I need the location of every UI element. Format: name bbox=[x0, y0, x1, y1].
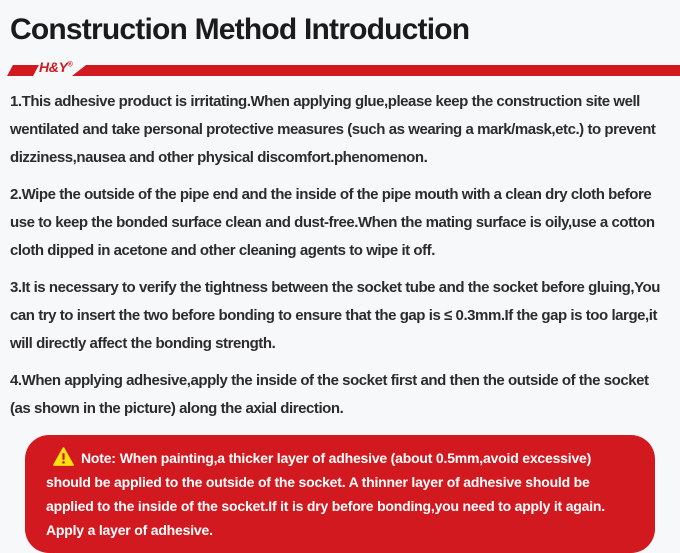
brand-logo bbox=[0, 58, 680, 80]
instructions-section bbox=[10, 88, 666, 432]
instruction-paragraph-2: 2.Wipe the outside of the pipe end and the inside of the pipe mouth with a clean dry cloth before use to keep the bonded surface clean and dust-free.When the mating surface is oily,use a cotton cloth dipped in acetone and other cleaning agents to wipe it off. bbox=[10, 186, 655, 259]
page-title: Construction Method Introduction bbox=[10, 13, 470, 46]
note-label: Note: bbox=[81, 450, 116, 466]
warning-triangle-icon bbox=[53, 447, 74, 466]
brand-stripe-left-accent bbox=[7, 65, 39, 76]
brand-name: H&Y bbox=[39, 59, 68, 75]
registered-trademark-icon: ® bbox=[67, 61, 73, 69]
brand-wordmark bbox=[39, 59, 73, 75]
instruction-paragraph-4: 4.When applying adhesive,apply the inside of the socket first and then the outside of the socket (as shown in the picture) along the axial direction. bbox=[10, 372, 649, 417]
brand-stripe bbox=[72, 65, 680, 76]
note-content bbox=[46, 446, 635, 542]
note-box bbox=[25, 435, 655, 553]
note-text: When painting,a thicker layer of adhesive (about 0.5mm,avoid excessive) should be applied to the outside of the socket. A thinner layer of adhesive should be applied to the inside of the socket.If it is dry before bonding,you need to apply it again. Apply a layer of adhesive. bbox=[46, 450, 605, 538]
instruction-paragraph-3: 3.It is necessary to verify the tightness between the socket tube and the socket before gluing,You can try to insert the two before bonding to ensure that the gap is ≤ 0.3mm.If the gap is too large,it will directly affect the bonding strength. bbox=[10, 279, 660, 352]
instruction-paragraph-1: 1.This adhesive product is irritating.When applying glue,please keep the construction site well wentilated and take personal protective measures (such as wearing a mark/mask,etc.) to prevent dizziness,nausea and other physical discomfort.phenomenon. bbox=[10, 93, 656, 166]
